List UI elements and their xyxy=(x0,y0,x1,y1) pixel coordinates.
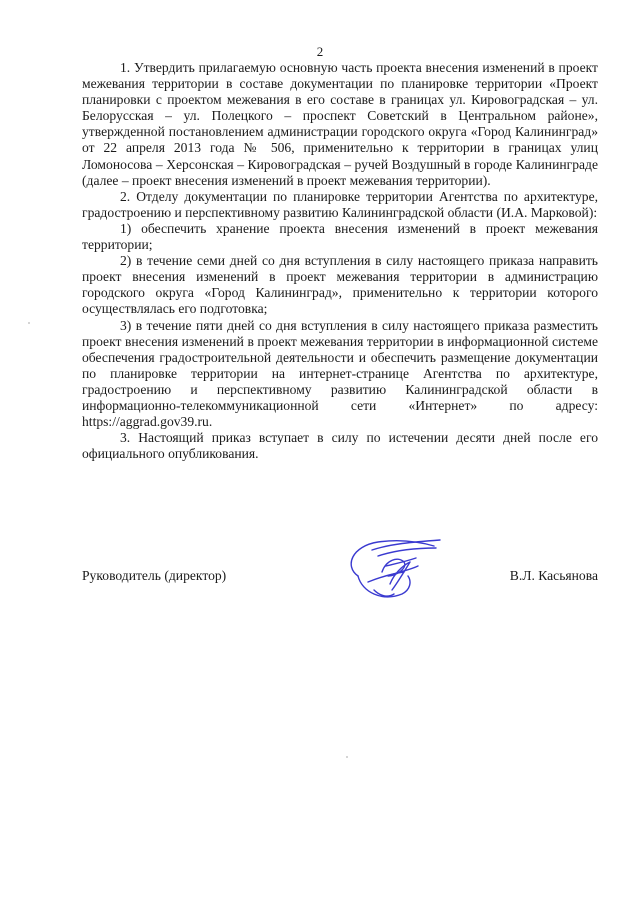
paragraph-item-2: 2) в течение семи дней со дня вступления в силу настоящего приказа направить проект внесения изменений в проект межевания территории в администрацию городского округа «Город Калининград», применительно к территории которого осуществлялась его подготовка; xyxy=(82,253,598,317)
scan-speck xyxy=(346,756,348,758)
page-number: 2 xyxy=(316,44,324,59)
paragraph-effective: 3. Настоящий приказ вступает в силу по истечении десяти дней после его официального опубликования. xyxy=(82,430,598,462)
handwritten-signature xyxy=(338,532,446,610)
signatory-name: В.Л. Касьянова xyxy=(509,568,598,583)
paragraph-item-3: 3) в течение пяти дней со дня вступления в силу настоящего приказа разместить проект внесения изменений в проект межевания территории в информационной системе обеспечения градостроительной деятельности и обеспечить размещение документации по планировке территории на интернет-странице Агентства по архитектуре, градостроению и перспективному развитию Калининградской области в информационно-телекоммуникационной сети «Интернет» по адресу: https://aggrad.gov39.ru. xyxy=(82,317,598,430)
signatory-title: Руководитель (директор) xyxy=(82,568,227,583)
order-body xyxy=(82,60,598,462)
paragraph-item-1: 1) обеспечить хранение проекта внесения изменений в проект межевания территории; xyxy=(82,220,598,253)
scan-speck xyxy=(28,322,30,324)
paragraph-department: 2. Отделу документации по планировке территории Агентства по архитектуре, градостроению и перспективному развитию Калининградской области (И.А. Марковой): xyxy=(82,188,598,220)
paragraph-approve: 1. Утвердить прилагаемую основную часть проекта внесения изменений в проект межевания территории в составе документации по планировке территории «Проект планировки с проектом межевания в его составе в границах ул. Кировоградская – ул. Белорусская – ул. Полецкого – проспект Советский в Центральном районе», утвержденной постановлением администрации городского округа «Город Калининград» от 22 апреля 2013 года № 506, применительно к территории в границах улиц Ломоносова – Херсонская – Кировоградская – ручей Воздушный в городе Калининграде (далее – проект внесения изменений в проект межевания территории). xyxy=(82,60,598,188)
